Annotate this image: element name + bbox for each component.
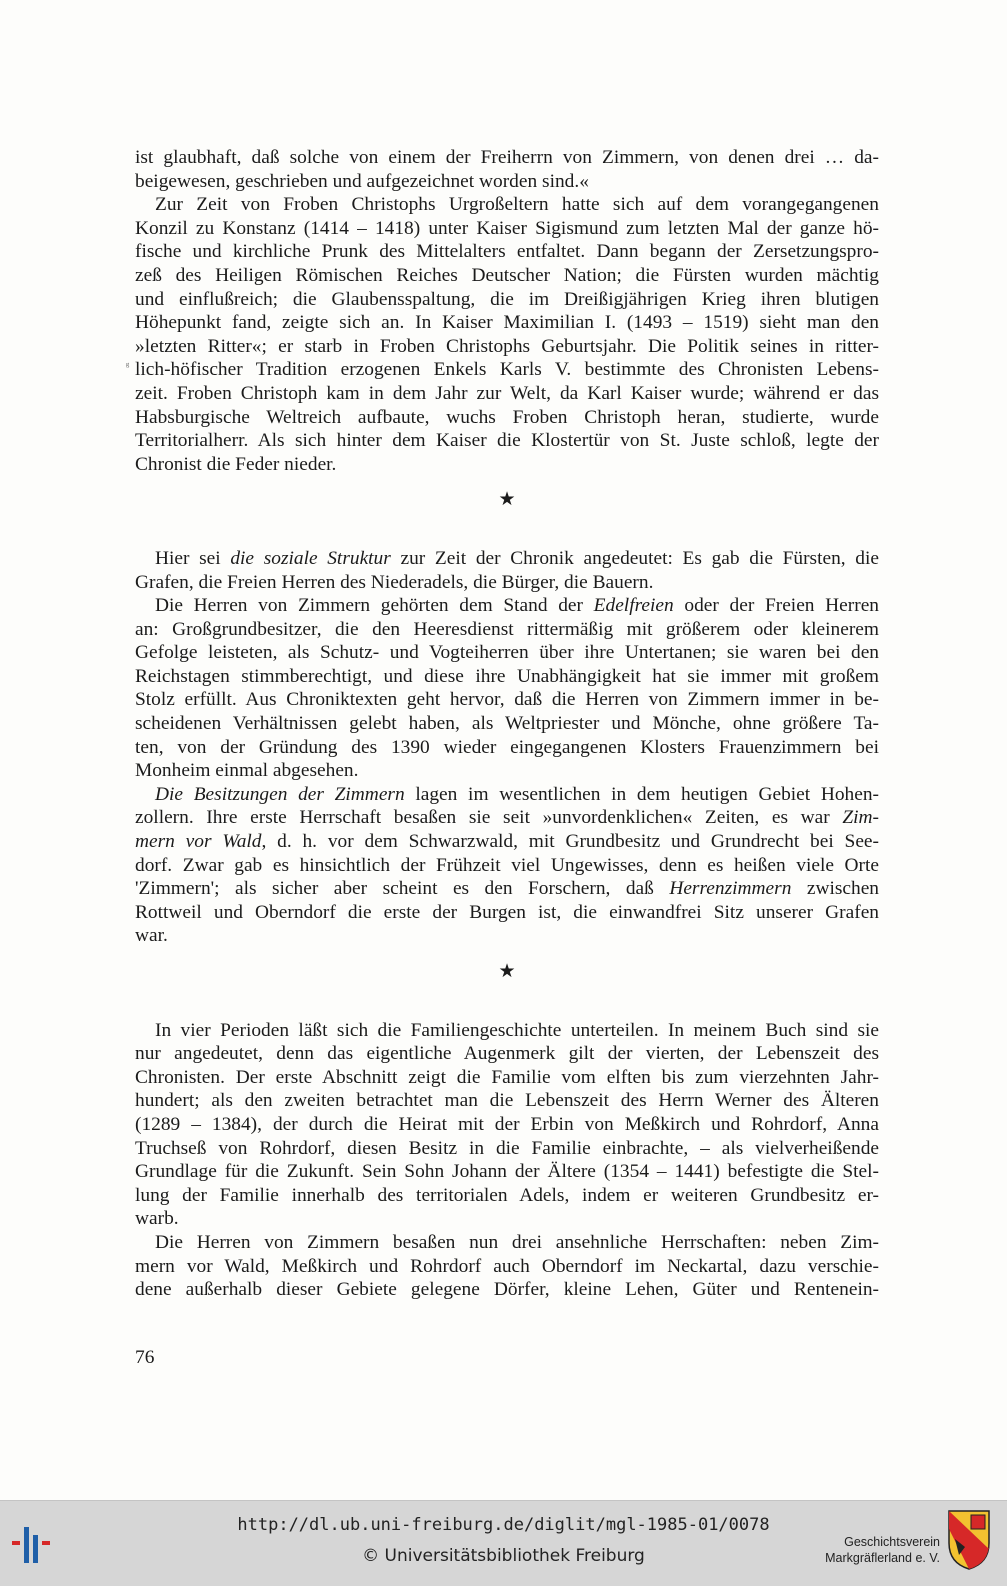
text-line: lung der Familie innerhalb des territorialen Adels, indem er weiteren Grundbesitz er- — [135, 1184, 879, 1206]
text-line: scheidenen Verhältnissen gelebt haben, als Weltpriester und Mönche, ohne größere Ta- — [135, 713, 879, 735]
text-line: warb. — [135, 1208, 179, 1230]
text-line: nur angedeutet, denn das eigentliche Augenmerk gilt der vierten, der Lebenszeit des — [135, 1043, 879, 1065]
text-line — [135, 806, 879, 830]
text-line: war. — [135, 925, 168, 947]
footer-copyright: © Universitätsbibliothek Freiburg — [362, 1546, 645, 1566]
text-line: Die Herren von Zimmern besaßen nun drei ansehnliche Herrschaften: neben Zim- — [155, 1231, 879, 1253]
text-line: lich-höfischer Tradition erzogenen Enkels Karls V. bestimmte des Chronisten Lebens- — [135, 359, 879, 381]
text-line: Truchseß von Rohrdorf, diesen Besitz in die Familie einbrachte, – als vielverheißende — [135, 1137, 879, 1159]
text-line: Territorialherr. Als sich hinter dem Kaiser die Klostertür von St. Juste schloß, legte der — [135, 430, 879, 452]
text-line — [135, 523, 879, 547]
text-line: Höhepunkt fand, zeigte sich an. In Kaiser Maximilian I. (1493 – 1519) sieht man den — [135, 312, 879, 334]
text-line: hundert; als den zweiten betrachtet man die Lebenszeit des Herrn Werner des Älteren — [135, 1090, 879, 1112]
text-line: ist glaubhaft, daß solche von einem der Freiherrn von Zimmern, von denen drei … da- — [135, 147, 879, 168]
text-line: beigewesen, geschrieben und aufgezeichnet worden sind.« — [135, 170, 589, 192]
text-line — [135, 547, 879, 571]
page-number: 76 — [135, 1347, 155, 1368]
italic-term: Zim- — [842, 807, 879, 829]
text-line — [135, 877, 879, 901]
text-line — [135, 594, 879, 618]
text-line: ten, von der Gründung des 1390 wieder eingegangenen Klosters Frauenzimmern bei — [135, 736, 879, 758]
text-line: fische und kirchliche Prunk des Mittelalters entfaltet. Dann begann der Zersetzungspro- — [135, 241, 879, 263]
text-line — [135, 783, 879, 807]
text-line: Zur Zeit von Froben Christophs Urgroßeltern hatte sich auf dem vorangegangenen — [155, 194, 879, 216]
footer-url-link[interactable]: http://dl.ub.uni-freiburg.de/diglit/mgl-1985-01/0078 — [237, 1515, 770, 1535]
text-segment: zwischen — [791, 878, 879, 900]
text-segment: oder der Freien Herren — [673, 595, 879, 617]
text-line — [135, 995, 879, 1019]
footer-bar — [0, 1500, 1007, 1586]
text-line: zeß des Heiligen Römischen Reiches Deutscher Nation; die Fürsten wurden mächtig — [135, 264, 879, 286]
text-line: mern vor Wald, Meßkirch und Rohrdorf auch Oberndorf im Neckartal, dazu verschie- — [135, 1255, 879, 1277]
society-name — [810, 1534, 940, 1566]
text-segment: lagen im wesentlichen in dem heutigen Gebiet Hohen- — [404, 783, 879, 805]
italic-term: Edelfreien — [593, 595, 674, 617]
coat-of-arms-icon — [947, 1509, 991, 1571]
text-line: dorf. Zwar gab es hinsichtlich der Frühzeit viel Ungewisses, denn es heißen viele Orte — [135, 854, 879, 876]
text-line: Monheim einmal abgesehen. — [135, 760, 359, 782]
italic-term: Herrenzimmern — [669, 878, 792, 900]
text-line: zeit. Froben Christoph kam in dem Jahr zur Welt, da Karl Kaiser wurde; während er das — [135, 382, 879, 404]
text-line: Rottweil und Oberndorf die erste der Burgen ist, die einwandfrei Sitz unserer Grafen — [135, 901, 879, 923]
italic-term: mern vor Wald — [135, 831, 262, 853]
text-line: an: Großgrundbesitzer, die den Heeresdienst rittermäßig mit größerem oder kleinerem — [135, 618, 879, 640]
text-line: Konzil zu Konstanz (1414 – 1418) unter Kaiser Sigismund zum letzten Mal der ganze hö- — [135, 217, 879, 239]
text-segment: 'Zimmern'; als sicher aber scheint es den Forschern, daß — [135, 878, 670, 900]
text-line: (1289 – 1384), der durch die Heirat mit der Erbin von Meßkirch und Rohrdorf, Anna — [135, 1113, 879, 1135]
text-line: Grundlage für die Zukunft. Sein Sohn Johann der Ältere (1354 – 1441) befestigte die Stel- — [135, 1161, 879, 1183]
text-line: Gefolge leisteten, als Schutz- und Vogteiherren über ihre Untertanen; sie waren bei den — [135, 642, 879, 664]
text-segment: zollern. Ihre erste Herrschaft besaßen sie seit »unvordenklichen« Zeiten, es war — [135, 807, 843, 829]
italic-term: Die Besitzungen der Zimmern — [155, 783, 405, 805]
text-line: Habsburgische Weltreich aufbaute, wuchs Froben Christoph heran, studierte, wurde — [135, 406, 879, 428]
text-segment: Die Herren von Zimmern gehörten dem Stand der — [155, 595, 594, 617]
society-line-1: Geschichtsverein — [844, 1535, 940, 1549]
text-line: Grafen, die Freien Herren des Niederadels, die Bürger, die Bauern. — [135, 571, 654, 593]
text-line: Chronist die Feder nieder. — [135, 453, 337, 475]
text-line: »letzten Ritter«; er starb in Froben Christophs Geburtsjahr. Die Politik seines in ritter- — [135, 335, 879, 357]
text-line: und einflußreich; die Glaubensspaltung, die im Dreißigjährigen Krieg ihren blutigen — [135, 288, 879, 310]
text-segment: Hier sei — [155, 547, 231, 569]
text-line: Stolz erfüllt. Aus Chroniktexten geht hervor, daß die Herren von Zimmern immer in be- — [135, 689, 879, 711]
text-line: In vier Perioden läßt sich die Familiengeschichte unterteilen. In meinem Buch sind sie — [155, 1019, 879, 1041]
text-line: dene außerhalb dieser Gebiete gelegene Dörfer, kleine Lehen, Güter und Rentenein- — [135, 1279, 879, 1301]
text-segment: zur Zeit der Chronik angedeutet: Es gab die Fürsten, die — [390, 547, 879, 569]
margin-mark: ᵍ — [126, 360, 130, 372]
page-body-text — [135, 146, 879, 1302]
text-segment: , d. h. vor dem Schwarzwald, mit Grundbesitz und Grundrecht bei See- — [261, 831, 879, 853]
society-line-2: Markgräflerland e. V. — [825, 1551, 940, 1565]
section-separator-star: ★ — [498, 489, 516, 511]
italic-term: die soziale Struktur — [230, 547, 391, 569]
text-line: Reichstagen stimmberechtigt, und diese ihre Unabhängigkeit hat sie immer mit großem — [135, 665, 879, 687]
text-line — [135, 830, 879, 854]
section-separator-star: ★ — [498, 961, 516, 982]
text-line: Chronisten. Der erste Abschnitt zeigt die Familie vom elften bis zum vierzehnten Jahr- — [135, 1066, 879, 1088]
